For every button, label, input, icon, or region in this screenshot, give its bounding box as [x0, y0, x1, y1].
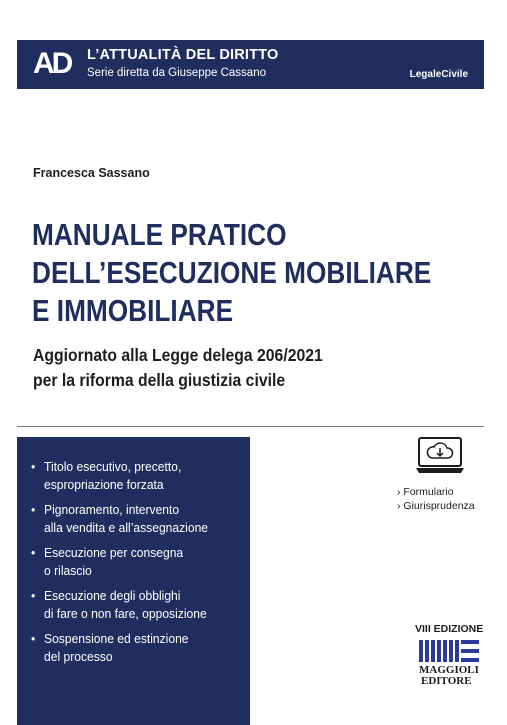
publisher-name-line: MAGGIOLI: [419, 664, 479, 676]
online-resources: [397, 485, 475, 513]
resource-formulario: › Formulario: [397, 486, 454, 498]
topics-list: [31, 458, 251, 673]
series-title: L’ATTUALITÀ DEL DIRITTO: [87, 47, 279, 63]
topic-line: Titolo esecutivo, precetto,: [44, 459, 182, 474]
topic-item: [31, 544, 236, 580]
topic-line: espropriazione forzata: [44, 477, 164, 492]
series-logo: AD: [33, 47, 71, 80]
topic-line: o rilascio: [44, 563, 92, 578]
divider: [17, 426, 484, 427]
topic-item: [31, 501, 236, 537]
title-line: E IMMOBILIARE: [32, 294, 234, 328]
series-header: [17, 40, 484, 89]
subtitle-line: Aggiornato alla Legge delega 206/2021: [33, 345, 323, 365]
book-title: [32, 216, 432, 330]
topic-line: del processo: [44, 649, 113, 664]
publisher-name-line: EDITORE: [421, 675, 472, 687]
topic-line: Pignoramento, intervento: [44, 502, 180, 517]
author-name: Francesca Sassano: [33, 166, 150, 180]
topic-line: di fare o non fare, opposizione: [44, 606, 207, 621]
maggioli-logo: [417, 640, 487, 693]
bullet-icon: •: [31, 545, 36, 560]
topic-line: alla vendita e all’assegnazione: [44, 520, 209, 535]
bullet-icon: •: [31, 459, 36, 474]
title-line: MANUALE PRATICO: [32, 218, 287, 252]
book-subtitle: [33, 343, 323, 393]
resource-giurisprudenza: › Giurisprudenza: [397, 500, 475, 512]
topic-item: [31, 587, 236, 623]
imprint-label: LegaleCivile: [409, 69, 468, 80]
series-subtitle: Serie diretta da Giuseppe Cassano: [87, 67, 266, 79]
topic-line: Esecuzione per consegna: [44, 545, 184, 560]
topic-line: Esecuzione degli obblighi: [44, 588, 181, 603]
laptop-cloud-download-icon: [415, 436, 465, 481]
bullet-icon: •: [31, 502, 36, 517]
topics-panel: [17, 437, 250, 725]
topic-line: Sospensione ed estinzione: [44, 631, 189, 646]
title-line: DELL’ESECUZIONE MOBILIARE: [32, 256, 432, 290]
edition-label: VIII EDIZIONE: [415, 623, 484, 635]
bullet-icon: •: [31, 588, 36, 603]
topic-item: [31, 630, 236, 666]
subtitle-line: per la riforma della giustizia civile: [33, 370, 286, 390]
topic-item: [31, 458, 236, 494]
bullet-icon: •: [31, 631, 36, 646]
book-cover: [17, 0, 484, 725]
